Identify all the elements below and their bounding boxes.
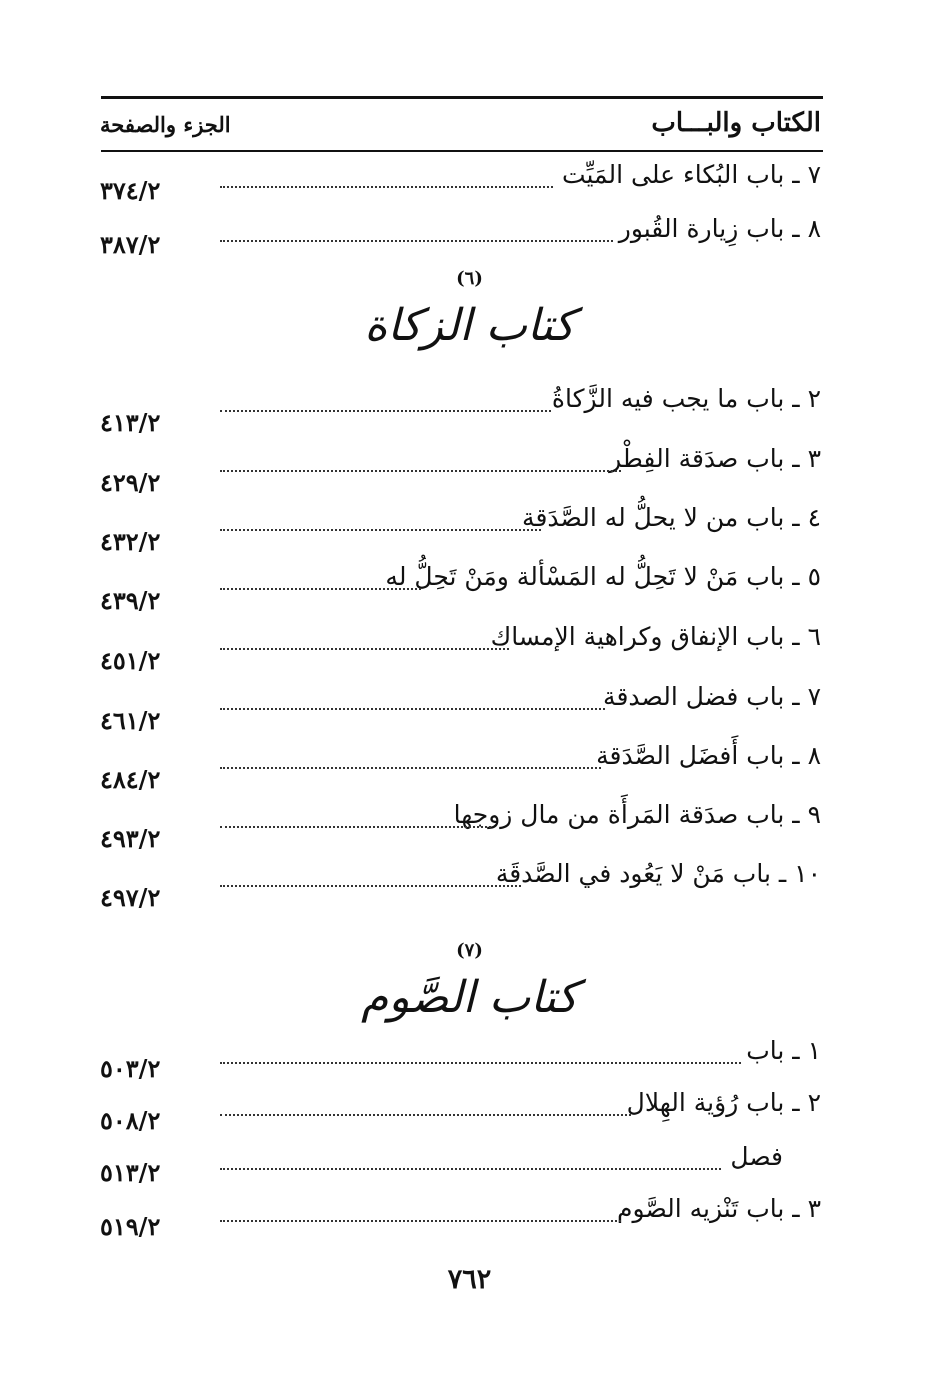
entry-page: ٤٨٤/٢ <box>100 765 161 794</box>
entry-title: ٧ ـ باب البُكاء على المَيِّت <box>561 160 821 189</box>
index-entry[interactable] <box>100 1194 821 1252</box>
leader-dots <box>220 240 613 242</box>
leader-dots <box>220 410 551 412</box>
entry-title: ٦ ـ باب الإنفاق وكراهية الإمساك <box>490 622 821 651</box>
entry-title: فصل <box>730 1142 783 1171</box>
index-entry[interactable] <box>100 503 821 561</box>
entry-title: ١٠ ـ باب مَنْ لا يَعُود في الصَّدقَة <box>495 859 821 888</box>
header-bottom-rule <box>101 150 823 152</box>
leader-dots <box>220 767 601 769</box>
index-entry[interactable] <box>100 859 821 917</box>
entry-page: ٤٣٢/٢ <box>100 527 161 556</box>
leader-dots <box>220 588 421 590</box>
leader-dots <box>220 708 605 710</box>
header-top-rule <box>101 96 823 99</box>
leader-dots <box>220 1114 631 1116</box>
entry-title: ٩ ـ باب صدَقة المَرأَة من مال زوجها <box>453 800 821 829</box>
leader-dots <box>220 885 521 887</box>
index-entry[interactable] <box>100 1142 821 1200</box>
entry-page: ٥٠٨/٢ <box>100 1106 161 1135</box>
entry-title: ١ ـ باب <box>746 1036 821 1065</box>
entry-page: ٤٣٩/٢ <box>100 586 161 615</box>
entry-title: ٨ ـ باب زِيارة القُبور <box>618 214 821 243</box>
entry-title: ٢ ـ باب ما يجب فيه الزَّكاةُ <box>551 384 821 413</box>
entry-title: ٢ ـ باب رُؤية الهِلال <box>626 1088 821 1117</box>
entry-page: ٥٠٣/٢ <box>100 1054 161 1083</box>
entry-title: ٣ ـ باب تَنْزيه الصَّوم <box>617 1194 821 1223</box>
entry-page: ٥١٩/٢ <box>100 1212 161 1241</box>
index-entry[interactable] <box>100 214 821 272</box>
index-entry[interactable] <box>100 622 821 680</box>
entry-page: ٤٩٣/٢ <box>100 824 161 853</box>
index-entry[interactable] <box>100 800 821 858</box>
book-number: (٦) <box>456 268 483 289</box>
leader-dots <box>220 826 491 828</box>
leader-dots <box>220 470 621 472</box>
index-entry[interactable] <box>100 444 821 502</box>
page-number: ٧٦٢ <box>447 1264 492 1295</box>
header-volume-page-label: الجزء والصفحة <box>100 112 231 137</box>
entry-page: ٤٢٩/٢ <box>100 468 161 497</box>
leader-dots <box>220 1062 741 1064</box>
book-title: كتاب الصَّوم <box>361 972 578 1023</box>
index-entry[interactable] <box>100 1036 821 1094</box>
index-entry[interactable] <box>100 562 821 620</box>
entry-page: ٤١٣/٢ <box>100 408 161 437</box>
entry-title: ٧ ـ باب فضل الصدقة <box>603 682 821 711</box>
index-entry[interactable] <box>100 682 821 740</box>
leader-dots <box>220 648 509 650</box>
book-title: كتاب الزكاة <box>364 300 575 351</box>
header-book-chapter-label: الكتاب والبـــاب <box>651 108 821 138</box>
leader-dots <box>220 529 541 531</box>
index-entry[interactable] <box>100 1088 821 1146</box>
entry-page: ٣٧٤/٢ <box>100 176 161 205</box>
leader-dots <box>220 1168 721 1170</box>
entry-title: ٤ ـ باب من لا يحلُّ له الصَّدَقة <box>522 503 821 532</box>
entry-page: ٣٨٧/٢ <box>100 230 161 259</box>
entry-title: ٣ ـ باب صدَقة الفِطْر <box>609 444 821 473</box>
entry-page: ٤٥١/٢ <box>100 646 161 675</box>
entry-page: ٤٦١/٢ <box>100 706 161 735</box>
entry-title: ٨ ـ باب أَفضَل الصَّدَقة <box>596 741 821 770</box>
entry-page: ٤٩٧/٢ <box>100 883 161 912</box>
index-entry[interactable] <box>100 741 821 799</box>
entry-title: ٥ ـ باب مَنْ لا تَحِلُّ له المَسْألة ومَنْ تَحِلُّ له <box>385 562 821 591</box>
leader-dots <box>220 1220 621 1222</box>
index-entry[interactable] <box>100 384 821 442</box>
entry-page: ٥١٣/٢ <box>100 1158 161 1187</box>
leader-dots <box>220 186 553 188</box>
index-entry[interactable] <box>100 160 821 218</box>
book-number: (٧) <box>456 940 483 961</box>
